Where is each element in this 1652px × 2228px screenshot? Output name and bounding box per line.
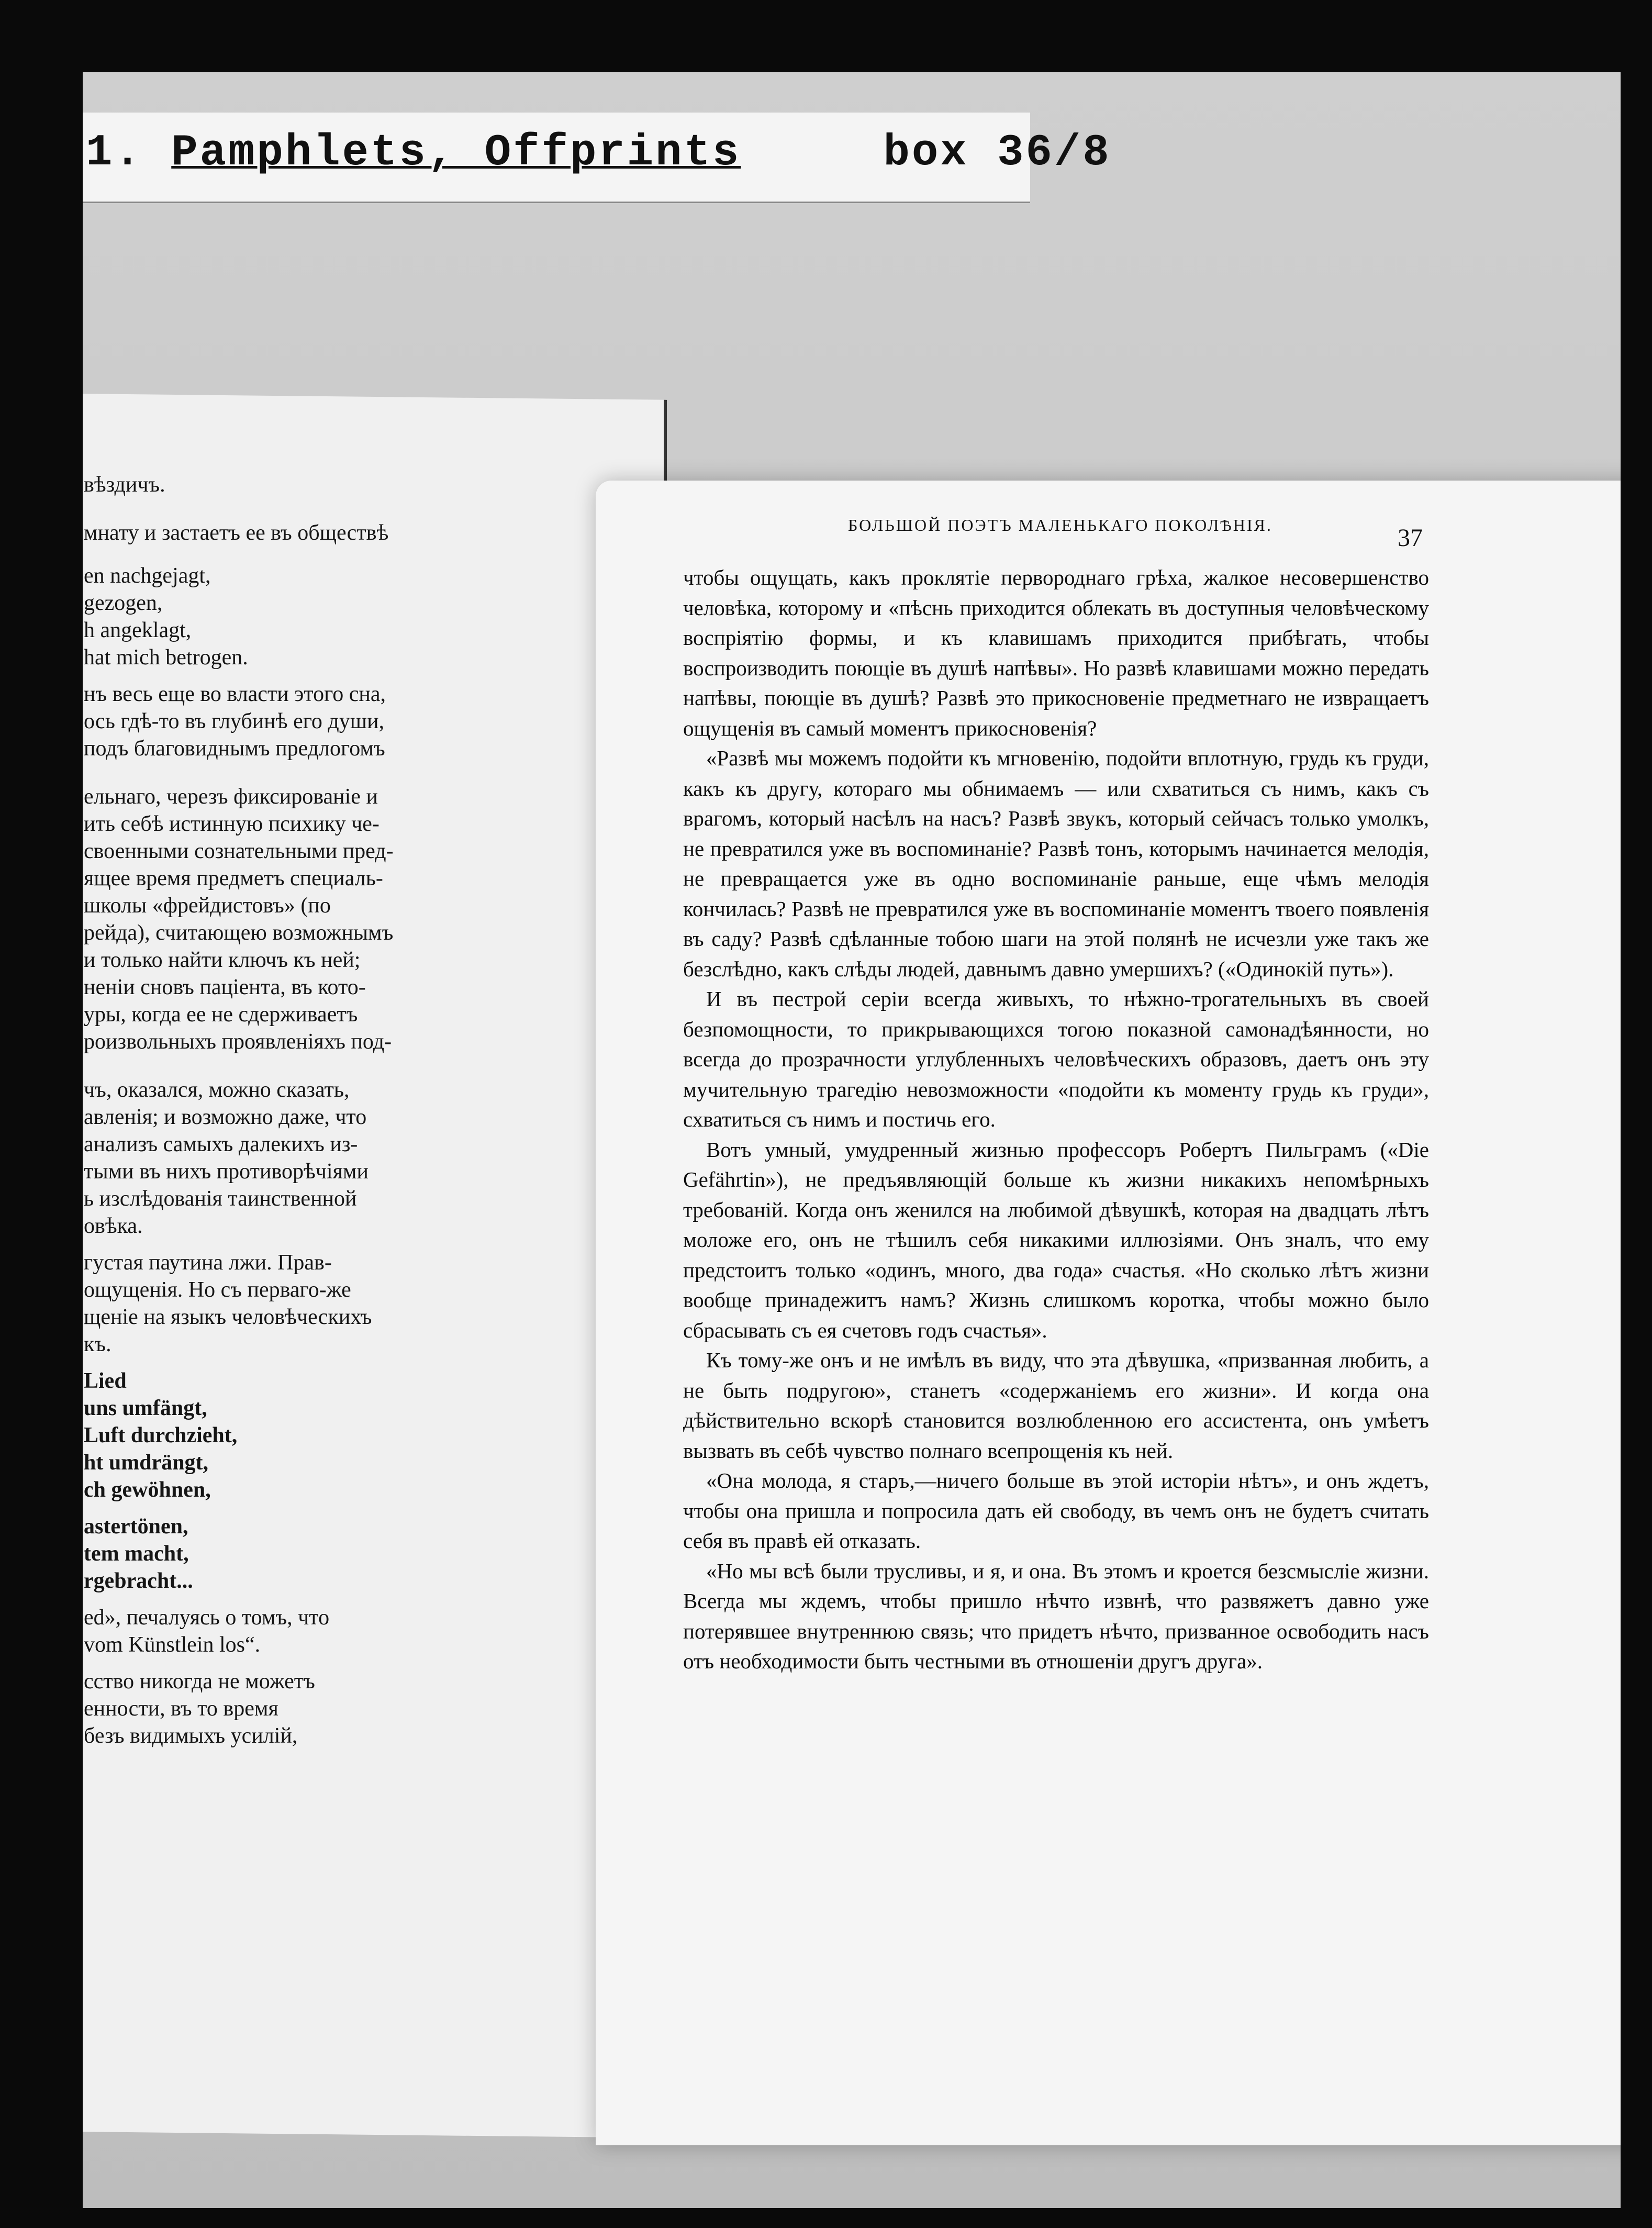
- left-fragment: нъ весь еще во власти этого сна, ось гдѣ-то въ глубинѣ его души, подъ благовиднымъ предлогомъ: [84, 682, 386, 761]
- left-fragment: сство никогда не можетъ енности, въ то время безъ видимыхъ усилій,: [84, 1669, 315, 1748]
- left-fragment: en nachgejagt, gezogen, h angeklagt, hat mich betrogen.: [84, 564, 248, 670]
- left-fragment: чъ, оказался, можно сказать, авленія; и возможно даже, что анализъ самыхъ далекихъ из- тыми въ нихъ противорѣчiями ь изслѣдованія таинственной овѣка.: [84, 1078, 369, 1238]
- right-page-body: [683, 563, 1429, 1677]
- archive-label: [83, 113, 1111, 203]
- body-paragraph: И въ пестрой серіи всегда живыхъ, то нѣжно-трогательныхъ въ своей безпомощности, то прикрывающихся тогою показной самонадѣянности, но всегда до прозрачности углубленныхъ человѣческихъ образовъ, даетъ онъ эту мучительную трагедію невозможности «подойти къ моменту грудь къ груди», схватиться съ нимъ и постичь его.: [683, 987, 1429, 1131]
- left-fragment: ed», печалуясь о томъ, что vom Künstlein los“.: [84, 1606, 330, 1657]
- label-prefix: 1.: [86, 128, 172, 178]
- left-fragment: astertönen, tem macht, rgebracht...: [84, 1514, 193, 1593]
- body-paragraph: Къ тому-же онъ и не имѣлъ въ виду, что эта дѣвушка, «призванная любить, а не быть подругою», станетъ «содержаніемъ его жизни». И когда она дѣйствительно вскорѣ становится возлюбленною его ассистента, онъ умѣетъ вызвать въ себѣ чувство полнаго всепрощенія къ ней.: [683, 1348, 1429, 1463]
- left-page-text: [84, 471, 461, 1759]
- left-fragment: мнату и застаетъ ее въ обществѣ: [84, 521, 389, 545]
- page-number: 37: [1398, 524, 1423, 552]
- body-paragraph: «Она молода, я старъ,—ничего больше въ этой исторіи нѣтъ», и онъ ждетъ, чтобы она пришла и попросила дать ей свободу, въ чемъ онъ не будетъ считать себя въ правѣ ей отказать.: [683, 1468, 1429, 1553]
- left-fragment: вѣздичъ.: [84, 473, 165, 497]
- left-fragment: ельнаго, черезъ фиксированіе и ить себѣ истинную психику че- своенными сознательными пред- ящее время предметъ специаль- школы «фрейдистовъ» (по рейда), считающею возможнымъ и только найти ключъ къ ней; неніи сновъ пацiента, въ кото- уры, когда ее не сдерживаетъ роизвольныхъ проявленiяхъ под-: [84, 785, 394, 1054]
- left-fragment: густая паутина лжи. Прав- ощущенія. Но съ перваго-же щеніе на языкъ человѣческихъ къ.: [84, 1251, 372, 1356]
- running-head: БОЛЬШОЙ ПОЭТЪ МАЛЕНЬКАГО ПОКОЛѢНІЯ.: [848, 516, 1273, 534]
- body-paragraph: «Развѣ мы можемъ подойти къ мгновенію, подойти вплотную, грудь къ груди, какъ къ другу, котораго мы обнимаемъ — или схватиться съ нимъ, какъ съ врагомъ, который насѣлъ на насъ? Развѣ звукъ, который сейчасъ только умолкъ, не превратился уже въ воспоминаніе? Развѣ тонъ, которымъ начинается мелодія, не превращается уже въ одно воспоминаніе раньше, еще чѣмъ мелодія кончилась? Развѣ не превратился уже въ воспоминаніе моментъ твоего появленія въ саду? Развѣ сдѣланные тобою шаги на этой полянѣ не исчезли уже такъ же безслѣдно, какъ слѣды людей, давнымъ давно умершихъ? («Одинокій путь»).: [683, 746, 1429, 981]
- left-fragment: Lied uns umfängt, Luft durchzieht, ht umdrängt, ch gewöhnen,: [84, 1369, 238, 1502]
- body-paragraph: чтобы ощущать, какъ проклятіе первороднаго грѣха, жалкое несовершенство человѣка, которому и «пѣснь приходится облекать въ доступныя человѣческому воспріятію формы, и къ клавишамъ приходится прибѣгать, чтобы воспроизводить поющіе въ душѣ напѣвы». Но развѣ клавишами можно передать напѣвы, поющіе въ душѣ? Развѣ это прикосновеніе предметнаго не извращаетъ ощущенія въ самый моментъ прикосновенія?: [683, 565, 1429, 740]
- body-paragraph: «Но мы всѣ были трусливы, и я, и она. Въ этомъ и кроется безсмыслiе жизни. Всегда мы ждемъ, чтобы пришло нѣчто извнѣ, что развяжетъ давно уже потерявшее внутреннюю связь; что придетъ нѣчто, призванное освободить насъ отъ необходимости быть честными въ отношеніи другъ друга».: [683, 1558, 1429, 1673]
- archive-label-text: [86, 128, 1111, 178]
- body-paragraph: Вотъ умный, умудренный жизнью профессоръ Робертъ Пильграмъ («Die Gefährtin»), не предъявляющій больше къ жизни никакихъ непомѣрныхъ требованій. Когда онъ женился на любимой дѣвушкѣ, которая на двадцать лѣтъ моложе его, онъ не тѣшилъ себя никакими иллюзіями. Онъ зналъ, что ему предстоитъ только «одинъ, много, два года» счастья. «Но сколько лѣтъ жизни вообще принадежитъ намъ? Жизнь слишкомъ коротка, чтобы можно было сбрасывать съ ея счетовъ годъ счастья».: [683, 1137, 1429, 1342]
- label-title: Pamphlets, Offprints: [171, 128, 741, 178]
- label-box: box 36/8: [883, 128, 1111, 178]
